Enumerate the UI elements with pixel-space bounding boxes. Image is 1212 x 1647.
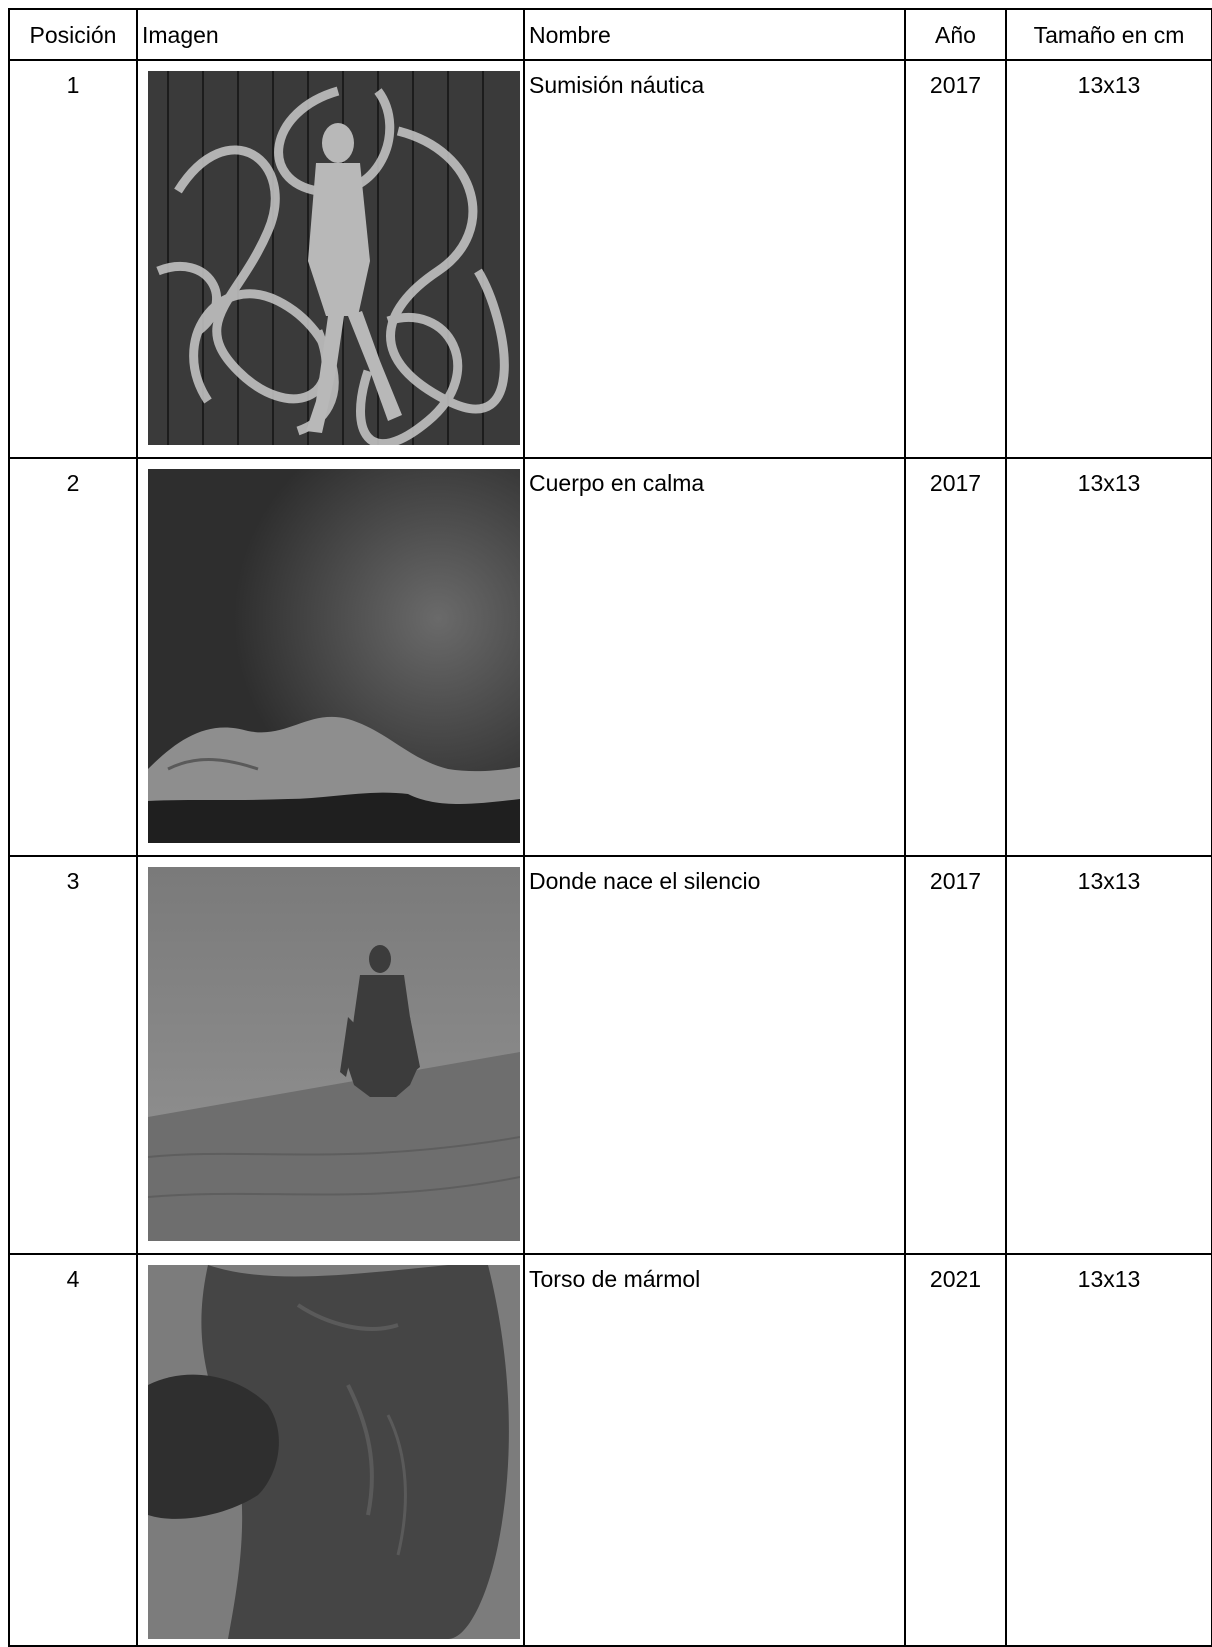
header-name: Nombre — [524, 9, 905, 60]
position-value: 4 — [66, 1266, 80, 1292]
position-value: 1 — [66, 72, 80, 98]
position-cell — [9, 458, 137, 856]
photo-placeholder — [148, 1265, 520, 1639]
artwork-year: 2017 — [929, 470, 982, 496]
artwork-year: 2021 — [929, 1266, 982, 1292]
name-cell — [524, 1254, 905, 1646]
size-cell — [1006, 60, 1212, 458]
name-cell — [524, 60, 905, 458]
table-row — [9, 1254, 1212, 1646]
table-header-row — [9, 9, 1212, 60]
artwork-size: 13x13 — [1077, 72, 1141, 98]
header-size: Tamaño en cm — [1006, 9, 1212, 60]
artwork-name: Donde nace el silencio — [529, 868, 761, 894]
artwork-photo-torso — [148, 1265, 520, 1639]
name-cell — [524, 458, 905, 856]
artwork-name: Torso de mármol — [529, 1266, 701, 1292]
artwork-year: 2017 — [929, 868, 982, 894]
artwork-year: 2017 — [929, 72, 982, 98]
table-row — [9, 856, 1212, 1254]
table-row — [9, 60, 1212, 458]
year-cell — [905, 60, 1006, 458]
artwork-photo-ropes — [148, 71, 520, 445]
image-cell — [137, 458, 524, 856]
artwork-size: 13x13 — [1077, 1266, 1141, 1292]
position-cell — [9, 60, 137, 458]
image-cell — [137, 856, 524, 1254]
artwork-table — [8, 8, 1212, 1647]
header-year: Año — [905, 9, 1006, 60]
size-cell — [1006, 458, 1212, 856]
position-cell — [9, 1254, 137, 1646]
year-cell — [905, 458, 1006, 856]
photo-placeholder — [148, 867, 520, 1241]
artwork-size: 13x13 — [1077, 470, 1141, 496]
name-cell — [524, 856, 905, 1254]
position-cell — [9, 856, 137, 1254]
position-value: 2 — [66, 470, 80, 496]
artwork-photo-reclining — [148, 469, 520, 843]
year-cell — [905, 856, 1006, 1254]
size-cell — [1006, 856, 1212, 1254]
header-position: Posición — [9, 9, 137, 60]
artwork-size: 13x13 — [1077, 868, 1141, 894]
table-row — [9, 458, 1212, 856]
image-cell — [137, 60, 524, 458]
size-cell — [1006, 1254, 1212, 1646]
photo-placeholder — [148, 71, 520, 445]
position-value: 3 — [66, 868, 80, 894]
photo-placeholder — [148, 469, 520, 843]
header-image: Imagen — [137, 9, 524, 60]
year-cell — [905, 1254, 1006, 1646]
artwork-name: Cuerpo en calma — [529, 470, 705, 496]
image-cell — [137, 1254, 524, 1646]
artwork-name: Sumisión náutica — [529, 72, 705, 98]
artwork-photo-dune — [148, 867, 520, 1241]
